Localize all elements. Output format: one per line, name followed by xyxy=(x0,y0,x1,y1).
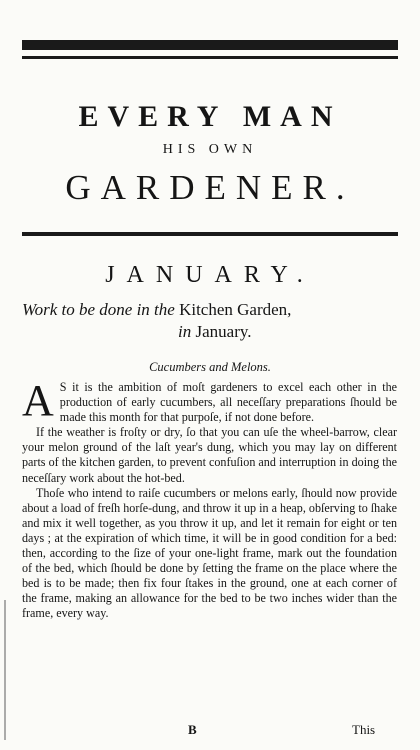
top-rule-thick xyxy=(22,40,398,50)
paragraph-1-text: S it is the ambition of moſt gardeners to excel each other in the production of early cucumbers, all neceſſary preparations ſhould be made this month for that purpoſe, if not done before. xyxy=(59,380,397,425)
body-text xyxy=(22,376,397,622)
gutter-shadow xyxy=(4,600,6,740)
signature-mark: B xyxy=(188,722,197,737)
month-heading: JANUARY. xyxy=(105,262,315,288)
title-line-2: HIS OWN xyxy=(162,142,258,157)
work-heading-in: in xyxy=(178,322,192,341)
mid-rule xyxy=(22,232,398,236)
catchword: This xyxy=(352,722,376,737)
paragraph-3: Thoſe who intend to raiſe cucumbers or melons early, ſhould now provide about a load of freſh horſe-dung, and throw it up in a heap, obſerving to ſhake and mix it well together, as you throw it up, and let it remain for eight or ten days ; at the expiration of which time, it will be in good condition for a bed: then, according to the ſize of your one-light frame, mark out the foundation of the bed, which ſhould be done by ſetting the frame on the place where the bed is to be made; then fix four ſtakes in the ground, one at each corner of the frame, making an allowance for the bed to be two inches wider than the frame, every way. xyxy=(22,485,397,621)
work-heading-roman: Kitchen Garden, xyxy=(179,300,292,319)
section-subheading: Cucumbers and Melons. xyxy=(149,360,271,374)
work-heading-italic: Work to be done in the xyxy=(22,300,175,319)
work-heading-line-1 xyxy=(22,300,402,320)
paragraph-1 xyxy=(22,376,397,425)
drop-cap: A xyxy=(22,376,54,425)
title-line-1: EVERY MAN xyxy=(78,100,342,133)
title-line-3: GARDENER. xyxy=(65,168,355,207)
paragraph-2: If the weather is froſty or dry, ſo that you can uſe the wheel-barrow, clear your melon ground of the laſt year's dung, which you may lay on different parts of the kitchen garden, to prevent confuſion and interruption in doing the neceſſary work about the hot-bed. xyxy=(22,425,397,485)
work-heading-line-2 xyxy=(178,322,252,342)
top-rule-thin xyxy=(22,56,398,59)
work-heading-month: January. xyxy=(195,322,252,341)
